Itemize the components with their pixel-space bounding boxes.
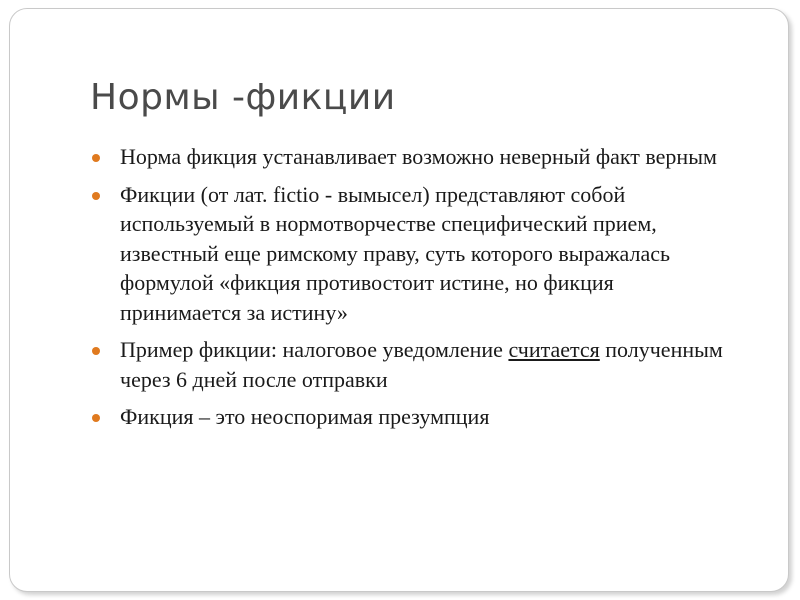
bullet-text: Фикция – это неоспоримая презумпция <box>120 404 490 429</box>
slide <box>9 8 789 592</box>
bullet-text: Норма фикция устанавливает возможно неверный факт верным <box>120 144 717 169</box>
bullet-item <box>92 142 732 172</box>
slide-title: Нормы -фикции <box>90 77 396 118</box>
bullet-item <box>92 335 732 394</box>
bullet-text-after: полученным через 6 дней после отправки <box>120 337 723 392</box>
bullet-item <box>92 180 732 328</box>
bullet-item <box>92 402 732 432</box>
bullet-list <box>92 142 732 440</box>
bullet-dot-icon <box>92 414 100 422</box>
bullet-dot-icon <box>92 154 100 162</box>
bullet-text-before: Пример фикции: налоговое уведомление <box>120 337 509 362</box>
bullet-text: Фикции (от лат. fictio - вымысел) представляют собой используемый в нормотворчестве специфический прием, известный еще римскому праву, суть которого выражалась формулой «фикция противостоит истине, но фикция принимается за истину» <box>120 181 671 325</box>
underlined-term: считается <box>508 337 600 362</box>
bullet-dot-icon <box>92 192 100 200</box>
bullet-dot-icon <box>92 347 100 355</box>
